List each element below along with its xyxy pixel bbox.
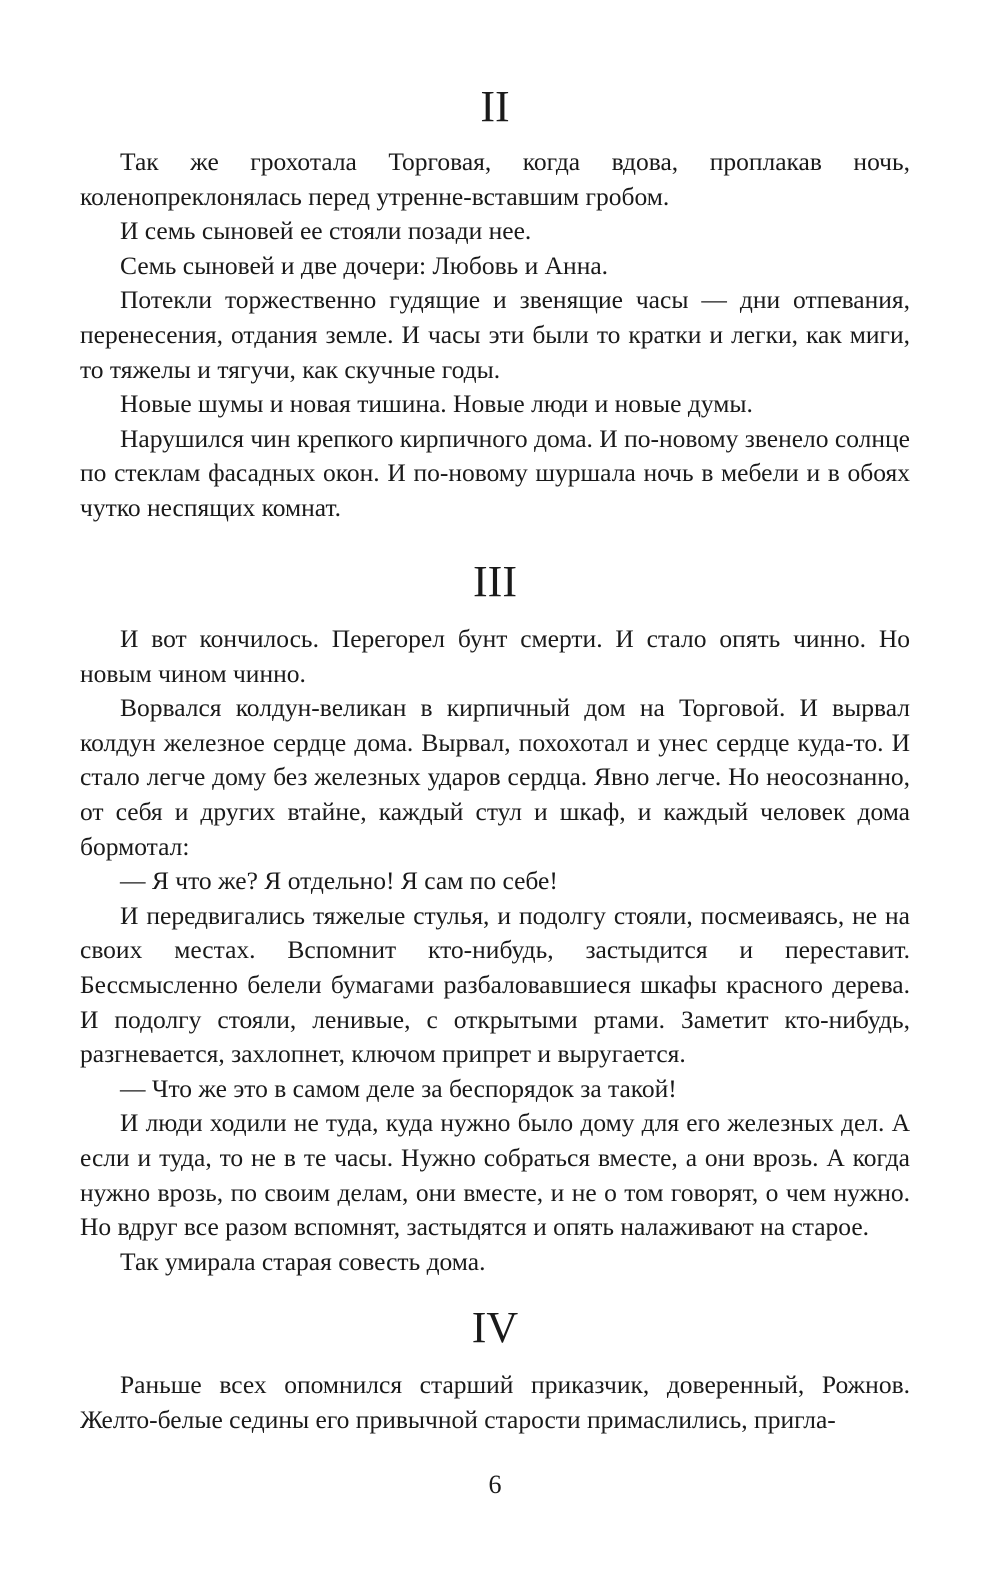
chapter-heading-3: III — [473, 557, 517, 606]
paragraph: Нарушился чин крепкого кирпичного дома. И по-новому звенело солнце по стеклам фасадных окон. И по-новому шуршала ночь в мебели и в обоях чутко неспящих комнат. — [80, 423, 910, 522]
paragraph: Так умирала старая совесть дома. — [120, 1246, 486, 1276]
chapter-3-text — [80, 622, 910, 1279]
paragraph: Ворвался колдун-великан в кирпичный дом на Торговой. И вырвал колдун железное сердце дома. Вырвал, похохотал и унес сердце куда-то. И стало легче дому без железных ударов сердца. Явно легче. Но неосознанно, от себя и других втайне, каждый стул и шкаф, и каждый человек дома бормотал: — [80, 693, 910, 861]
paragraph: Потекли торжественно гудящие и звенящие часы — дни отпевания, перенесения, отдания земле. И часы эти были то кратки и легки, как миги, то тяжелы и тягучи, как скучные годы. — [80, 285, 910, 384]
chapter-4-text — [80, 1368, 910, 1437]
paragraph: — Я что же? Я отдельно! Я сам по себе! — [120, 866, 558, 896]
paragraph: И передвигались тяжелые стулья, и подолгу стояли, посмеиваясь, не на своих местах. Вспомнит кто-нибудь, застыдится и переставит. Бессмысленно белели бумагами разбаловавшиеся шкафы красного дерева. И подолгу стояли, ленивые, с открытыми ртами. Заметит кто-нибудь, разгневается, захлопнет, ключом припрет и выругается. — [80, 900, 910, 1069]
paragraph: Раньше всех опомнился старший приказчик, доверенный, Рожнов. Желто-белые седины его привычной старости примаслились, пригла- — [80, 1370, 910, 1434]
book-page — [80, 0, 910, 1574]
paragraph: И семь сыновей ее стояли позади нее. — [120, 216, 532, 246]
paragraph: Так же грохотала Торговая, когда вдова, проплакав ночь, коленопреклонялась перед утренне-вставшим гробом. — [80, 147, 910, 211]
paragraph: — Что же это в самом деле за беспорядок за такой! — [120, 1073, 677, 1103]
paragraph: Семь сыновей и две дочери: Любовь и Анна. — [120, 250, 609, 280]
chapter-2-text — [80, 145, 910, 526]
page-number: 6 — [488, 1470, 502, 1499]
paragraph: И люди ходили не туда, куда нужно было дому для его железных дел. А если и туда, то не в те часы. Нужно собраться вместе, а они врозь. А когда нужно врозь, по своим делам, они вместе, и не о том говорят, о чем нужно. Но вдруг все разом вспомнят, застыдятся и опять налаживают на старое. — [80, 1108, 910, 1242]
chapter-heading-4: IV — [471, 1303, 519, 1352]
paragraph: И вот кончилось. Перегорел бунт смерти. И стало опять чинно. Но новым чином чинно. — [80, 624, 910, 688]
paragraph: Новые шумы и новая тишина. Новые люди и новые думы. — [120, 389, 753, 419]
chapter-heading-2: II — [480, 82, 510, 131]
